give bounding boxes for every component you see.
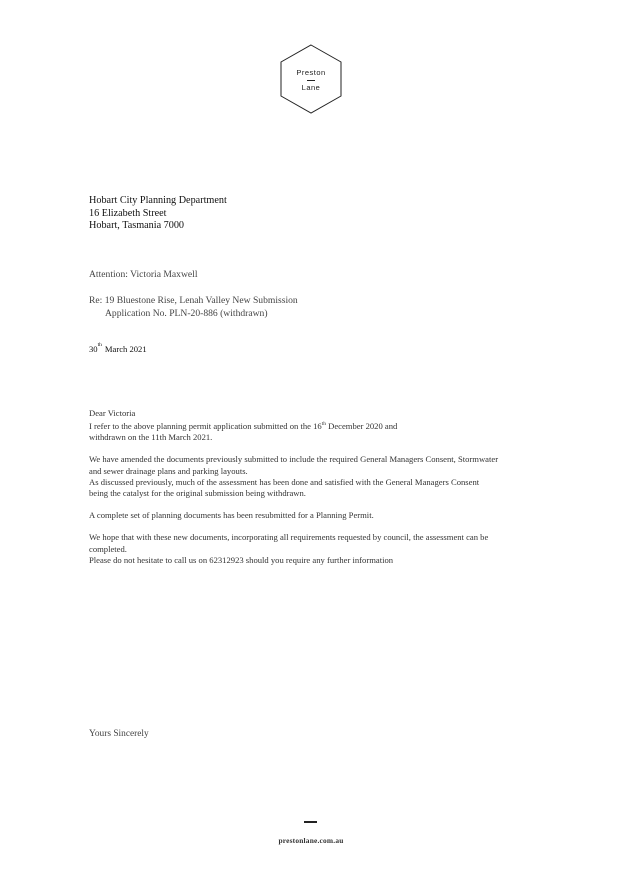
letter-date [89, 344, 147, 354]
paragraph-4-line-3: Please do not hesitate to call us on 62312923 should you require any further information [89, 554, 394, 565]
subject-line-1: Re: 19 Bluestone Rise, Lenah Valley New Submission [89, 295, 298, 306]
footer-divider [304, 821, 317, 823]
paragraph-2-line-2: and sewer drainage plans and parking layouts. [89, 465, 248, 476]
salutation: Dear Victoria [89, 408, 136, 418]
date-day: 30 [89, 344, 98, 354]
company-logo [278, 44, 344, 114]
logo-divider [307, 80, 315, 81]
recipient-line-3: Hobart, Tasmania 7000 [89, 220, 185, 232]
paragraph-2-line-4: being the catalyst for the original submission being withdrawn. [89, 488, 306, 499]
attention-line: Attention: Victoria Maxwell [89, 269, 198, 280]
paragraph-1-line-2: withdrawn on the 11th March 2021. [89, 432, 213, 443]
closing: Yours Sincerely [89, 729, 149, 739]
date-rest: March 2021 [104, 344, 147, 354]
recipient-line-1: Hobart City Planning Department [89, 195, 227, 206]
footer-website: prestonlane.com.au [278, 836, 344, 845]
logo-line-2: Lane [301, 83, 321, 92]
recipient-line-2: 16 Elizabeth Street [89, 207, 167, 219]
letter-body [89, 408, 549, 566]
paragraph-2-line-1: We have amended the documents previously submitted to include the required General Managers Consent, Stormwater [89, 454, 499, 465]
subject-reference [89, 295, 298, 320]
paragraph-1-line-1: I refer to the above planning permit application submitted on the 16th December 2020 and [89, 421, 398, 432]
paragraph-2-line-3: As discussed previously, much of the assessment has been done and satisfied with the General Managers Consent [89, 476, 480, 487]
paragraph-4-line-2: completed. [89, 543, 127, 554]
recipient-address [89, 195, 227, 233]
paragraph-4-line-1: We hope that with these new documents, incorporating all requirements requested by council, the assessment can be [89, 532, 489, 543]
logo-line-1: Preston [296, 68, 326, 77]
paragraph-3: A complete set of planning documents has been resubmitted for a Planning Permit. [89, 510, 374, 521]
subject-line-2: Application No. PLN-20-886 (withdrawn) [105, 307, 268, 319]
date-suffix: th [97, 342, 102, 348]
hexagon-logo-icon [278, 44, 344, 114]
